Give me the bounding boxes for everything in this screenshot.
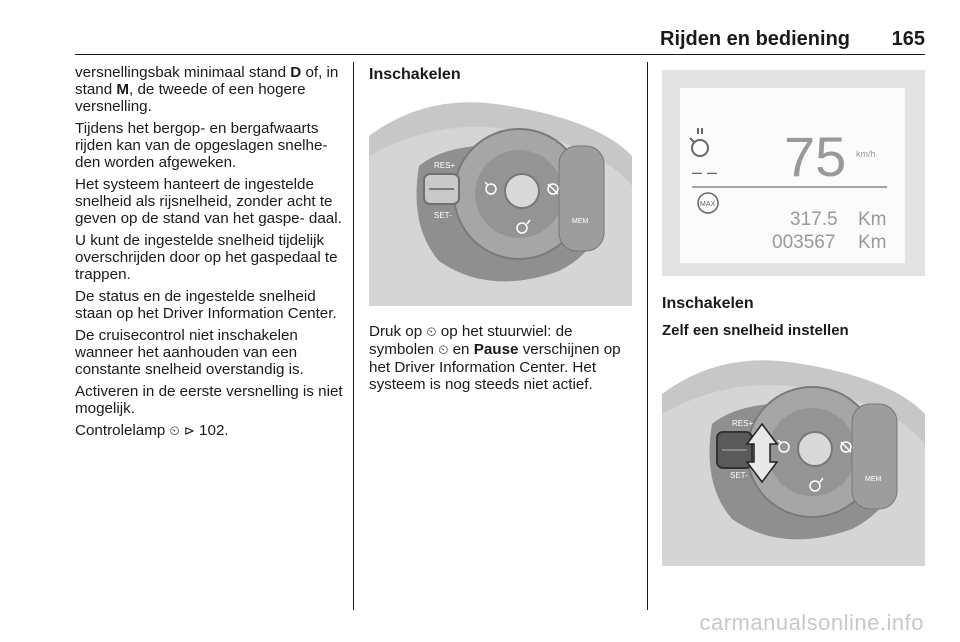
paragraph-6: De cruisecontrol niet inschakelen wanneer het aanhouden van een constante snelheid overstandig is. xyxy=(75,327,304,378)
section-heading: Inschakelen xyxy=(369,66,461,83)
header-title: Rijden en bediening xyxy=(660,28,851,50)
odometer-value: 003567 xyxy=(772,232,836,253)
res-label: RES+ xyxy=(434,161,456,170)
section-heading: Inschakelen xyxy=(662,295,754,312)
header-rule xyxy=(75,54,925,55)
column-divider-1 xyxy=(353,62,354,610)
paragraph-3: Het systeem hanteert de ingestelde snelheid als rijsnelheid, zonder acht te geven op de stand van het gaspe‐ daal. xyxy=(75,176,342,227)
mem-label: MEM xyxy=(572,218,589,225)
paragraph-1: versnellingsbak minimaal stand D of, in stand M, de tweede of een hogere versnelling. xyxy=(75,64,339,115)
paragraph-activate: Druk op ⏲ op het stuurwiel: de symbolen ⏲ en Pause verschijnen op het Driver Information Center. Het systeem is nog steeds niet actief. xyxy=(369,323,621,393)
res-label: RES+ xyxy=(732,419,754,428)
set-speed-placeholder: – – xyxy=(692,162,718,182)
column-1 xyxy=(75,64,345,445)
page-reference-icon: ⊳ xyxy=(183,424,195,439)
speed-value: 75 xyxy=(784,125,847,188)
page-number: 165 xyxy=(891,28,925,50)
max-label: MAX xyxy=(700,201,716,208)
watermark: carmanualsonline.info xyxy=(699,610,924,635)
column-2 xyxy=(369,64,634,93)
paragraph-8: Controlelamp ⏲ ⊳ 102. xyxy=(75,422,229,439)
paragraph-5: De status en de ingestelde snelheid staan op het Driver Information Center. xyxy=(75,288,337,322)
column-3 xyxy=(662,293,927,347)
cruise-control-icon: ⏲ xyxy=(426,325,437,340)
sub-heading: Zelf een snelheid instellen xyxy=(662,322,849,339)
steering-wheel-illustration-1 xyxy=(369,96,632,306)
range-value: 317.5 xyxy=(790,209,838,230)
cruise-control-icon: ⏲ xyxy=(169,424,180,439)
steering-wheel-illustration-2 xyxy=(662,354,925,566)
driver-information-display xyxy=(662,70,925,276)
column-2-text xyxy=(369,323,634,398)
set-label: SET- xyxy=(730,471,748,480)
paragraph-4: U kunt de ingestelde snelheid tijdelijk overschrijden door op het gaspedaal te trappen. xyxy=(75,232,338,283)
cruise-control-icon: ⏲ xyxy=(438,343,449,358)
paragraph-7: Activeren in de eerste versnelling is niet mogelijk. xyxy=(75,383,343,417)
paragraph-2: Tijdens het bergop- en bergafwaarts rijden kan van de opgeslagen snelhe‐ den worden afgeweken. xyxy=(75,120,328,171)
column-divider-2 xyxy=(647,62,648,610)
range-unit: Km xyxy=(858,209,887,230)
mem-label: MEM xyxy=(865,476,882,483)
odometer-unit: Km xyxy=(858,232,887,253)
speed-unit: km/h xyxy=(856,149,876,159)
set-label: SET- xyxy=(434,211,452,220)
